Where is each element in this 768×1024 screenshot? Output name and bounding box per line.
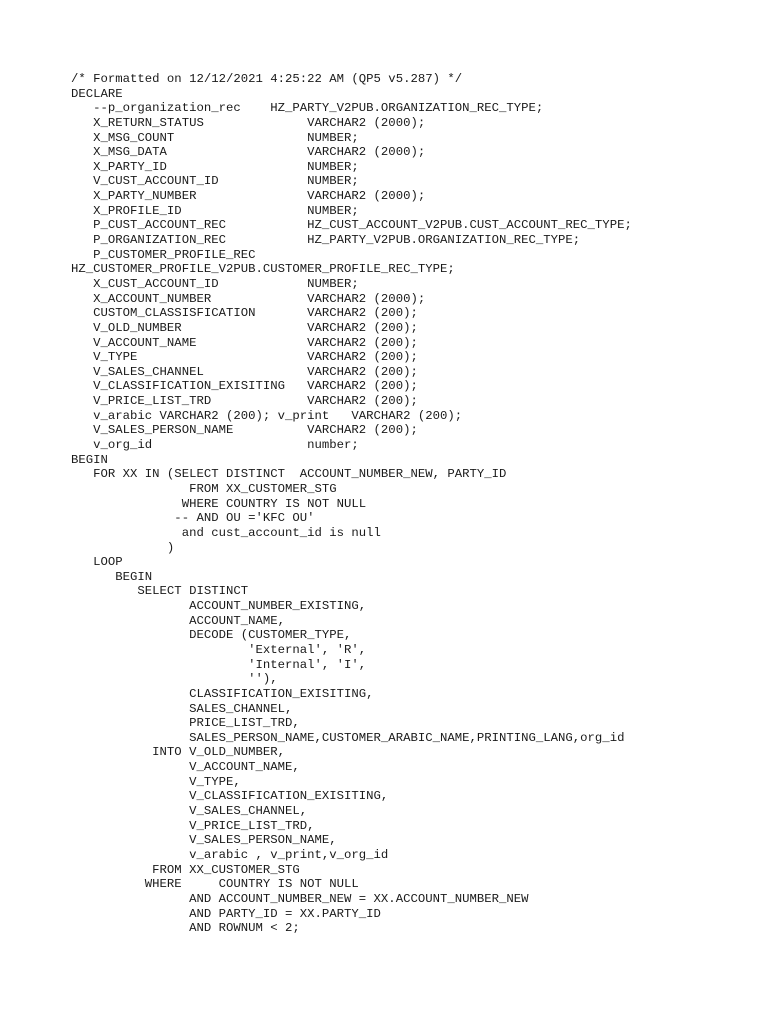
code-line: 'External', 'R', (71, 642, 367, 657)
code-line: X_MSG_DATA VARCHAR2 (2000); (71, 145, 426, 160)
code-line: SALES_CHANNEL, (71, 701, 293, 716)
code-line: X_PROFILE_ID NUMBER; (71, 203, 359, 218)
code-line: SELECT DISTINCT (71, 584, 249, 599)
code-line: FROM XX_CUSTOMER_STG (71, 862, 300, 877)
code-line: SALES_PERSON_NAME,CUSTOMER_ARABIC_NAME,PRINTING_LANG,org_id (71, 730, 625, 745)
code-line: ''), (71, 672, 278, 687)
code-line: V_CLASSIFICATION_EXISITING VARCHAR2 (200); (71, 379, 418, 394)
code-line: X_CUST_ACCOUNT_ID NUMBER; (71, 276, 359, 291)
code-line: V_PRICE_LIST_TRD, (71, 818, 315, 833)
code-line: INTO V_OLD_NUMBER, (71, 745, 286, 760)
code-line: FROM XX_CUSTOMER_STG (71, 481, 337, 496)
code-line: V_SALES_PERSON_NAME VARCHAR2 (200); (71, 423, 418, 438)
code-line: PRICE_LIST_TRD, (71, 716, 300, 731)
code-line: AND ROWNUM < 2; (71, 921, 300, 936)
code-line: ACCOUNT_NUMBER_EXISTING, (71, 599, 367, 614)
code-line: V_SALES_PERSON_NAME, (71, 833, 337, 848)
code-line: FOR XX IN (SELECT DISTINCT ACCOUNT_NUMBER_NEW, PARTY_ID (71, 467, 507, 482)
code-line: P_CUSTOMER_PROFILE_REC (71, 247, 256, 262)
code-line: V_PRICE_LIST_TRD VARCHAR2 (200); (71, 394, 418, 409)
code-line: X_RETURN_STATUS VARCHAR2 (2000); (71, 115, 426, 130)
code-line: LOOP (71, 555, 123, 570)
code-line: BEGIN (71, 569, 153, 584)
code-line: --p_organization_rec HZ_PARTY_V2PUB.ORGANIZATION_REC_TYPE; (71, 101, 544, 116)
code-line: /* Formatted on 12/12/2021 4:25:22 AM (QP5 v5.287) */ (71, 72, 463, 86)
code-line: V_TYPE VARCHAR2 (200); (71, 350, 418, 365)
code-line: ) (71, 540, 175, 555)
code-line: DECLARE (71, 86, 123, 101)
code-line: V_SALES_CHANNEL VARCHAR2 (200); (71, 364, 418, 379)
code-line: V_CUST_ACCOUNT_ID NUMBER; (71, 174, 359, 189)
code-line: V_OLD_NUMBER VARCHAR2 (200); (71, 320, 418, 335)
code-line: v_org_id number; (71, 438, 359, 453)
code-line: V_CLASSIFICATION_EXISITING, (71, 789, 389, 804)
code-line: BEGIN (71, 452, 108, 467)
code-line: AND PARTY_ID = XX.PARTY_ID (71, 906, 381, 921)
code-line: P_CUST_ACCOUNT_REC HZ_CUST_ACCOUNT_V2PUB.CUST_ACCOUNT_REC_TYPE; (71, 218, 632, 233)
code-line: 'Internal', 'I', (71, 657, 367, 672)
code-line: CLASSIFICATION_EXISITING, (71, 686, 374, 701)
code-line: v_arabic VARCHAR2 (200); v_print VARCHAR2 (200); (71, 408, 463, 423)
code-line: CUSTOM_CLASSISFICATION VARCHAR2 (200); (71, 306, 418, 321)
code-line: X_PARTY_NUMBER VARCHAR2 (2000); (71, 189, 426, 204)
sql-code-block (71, 72, 632, 936)
code-line: DECODE (CUSTOMER_TYPE, (71, 628, 352, 643)
code-line: v_arabic , v_print,v_org_id (71, 847, 389, 862)
code-line: X_ACCOUNT_NUMBER VARCHAR2 (2000); (71, 291, 426, 306)
code-line: WHERE COUNTRY IS NOT NULL (71, 877, 359, 892)
code-line: V_ACCOUNT_NAME, (71, 760, 300, 775)
code-line: V_TYPE, (71, 774, 241, 789)
code-line: and cust_account_id is null (71, 525, 381, 540)
code-line: ACCOUNT_NAME, (71, 613, 286, 628)
code-line: AND ACCOUNT_NUMBER_NEW = XX.ACCOUNT_NUMBER_NEW (71, 891, 529, 906)
code-line: V_SALES_CHANNEL, (71, 804, 308, 819)
code-line: X_PARTY_ID NUMBER; (71, 159, 359, 174)
code-line: HZ_CUSTOMER_PROFILE_V2PUB.CUSTOMER_PROFILE_REC_TYPE; (71, 262, 455, 277)
code-line: V_ACCOUNT_NAME VARCHAR2 (200); (71, 335, 418, 350)
code-line: P_ORGANIZATION_REC HZ_PARTY_V2PUB.ORGANIZATION_REC_TYPE; (71, 233, 581, 248)
code-line: WHERE COUNTRY IS NOT NULL (71, 496, 367, 511)
code-line: X_MSG_COUNT NUMBER; (71, 130, 359, 145)
code-line: -- AND OU ='KFC OU' (71, 511, 315, 526)
